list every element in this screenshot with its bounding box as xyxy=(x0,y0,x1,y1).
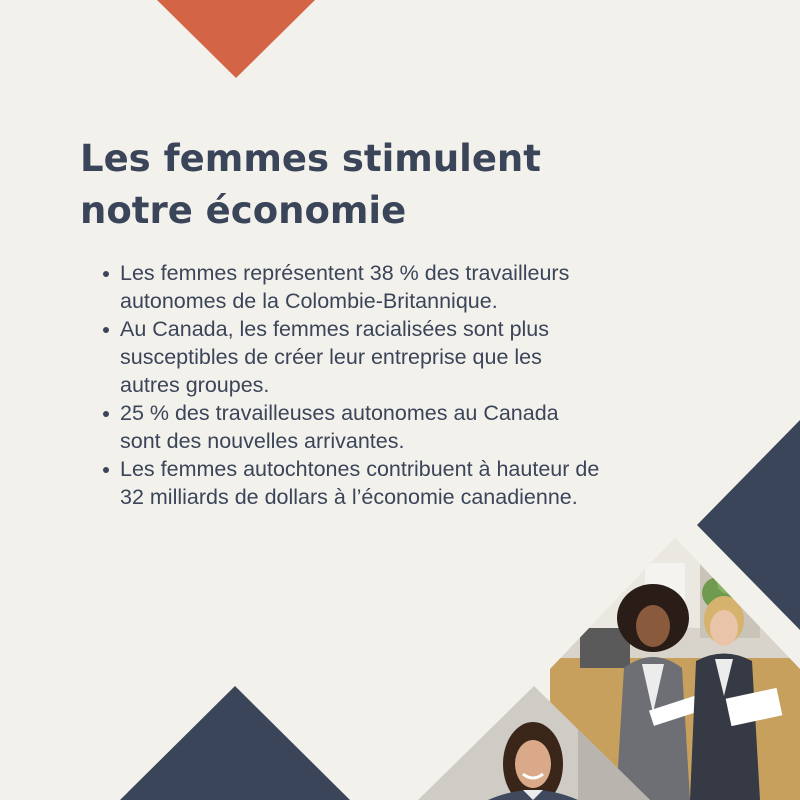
bullet-line: sont des nouvelles arrivantes. xyxy=(120,429,405,453)
title-line: notre économie xyxy=(80,189,407,232)
bullet-line: Au Canada, les femmes racialisées sont plus xyxy=(120,317,550,341)
bullet-line: susceptibles de créer leur entreprise que les xyxy=(120,345,542,369)
bullet-item xyxy=(98,259,688,315)
bullet-line: autres groupes. xyxy=(120,373,270,397)
bullet-item xyxy=(98,399,688,455)
orange-triangle-decoration xyxy=(157,0,315,78)
bullet-item xyxy=(98,455,688,511)
navy-triangle-bottom-decoration xyxy=(120,686,350,800)
bullet-line: 25 % des travailleuses autonomes au Canada xyxy=(120,401,559,425)
bullet-line: Les femmes autochtones contribuent à hauteur de xyxy=(120,457,600,481)
bullet-list xyxy=(98,259,688,511)
bullet-line: 32 milliards de dollars à l’économie canadienne. xyxy=(120,485,578,509)
bullet-line: autonomes de la Colombie-Britannique. xyxy=(120,289,498,313)
page-title xyxy=(80,133,720,237)
bullet-line: Les femmes représentent 38 % des travailleurs xyxy=(120,261,570,285)
bullet-item xyxy=(98,315,688,399)
title-line: Les femmes stimulent xyxy=(80,137,541,180)
